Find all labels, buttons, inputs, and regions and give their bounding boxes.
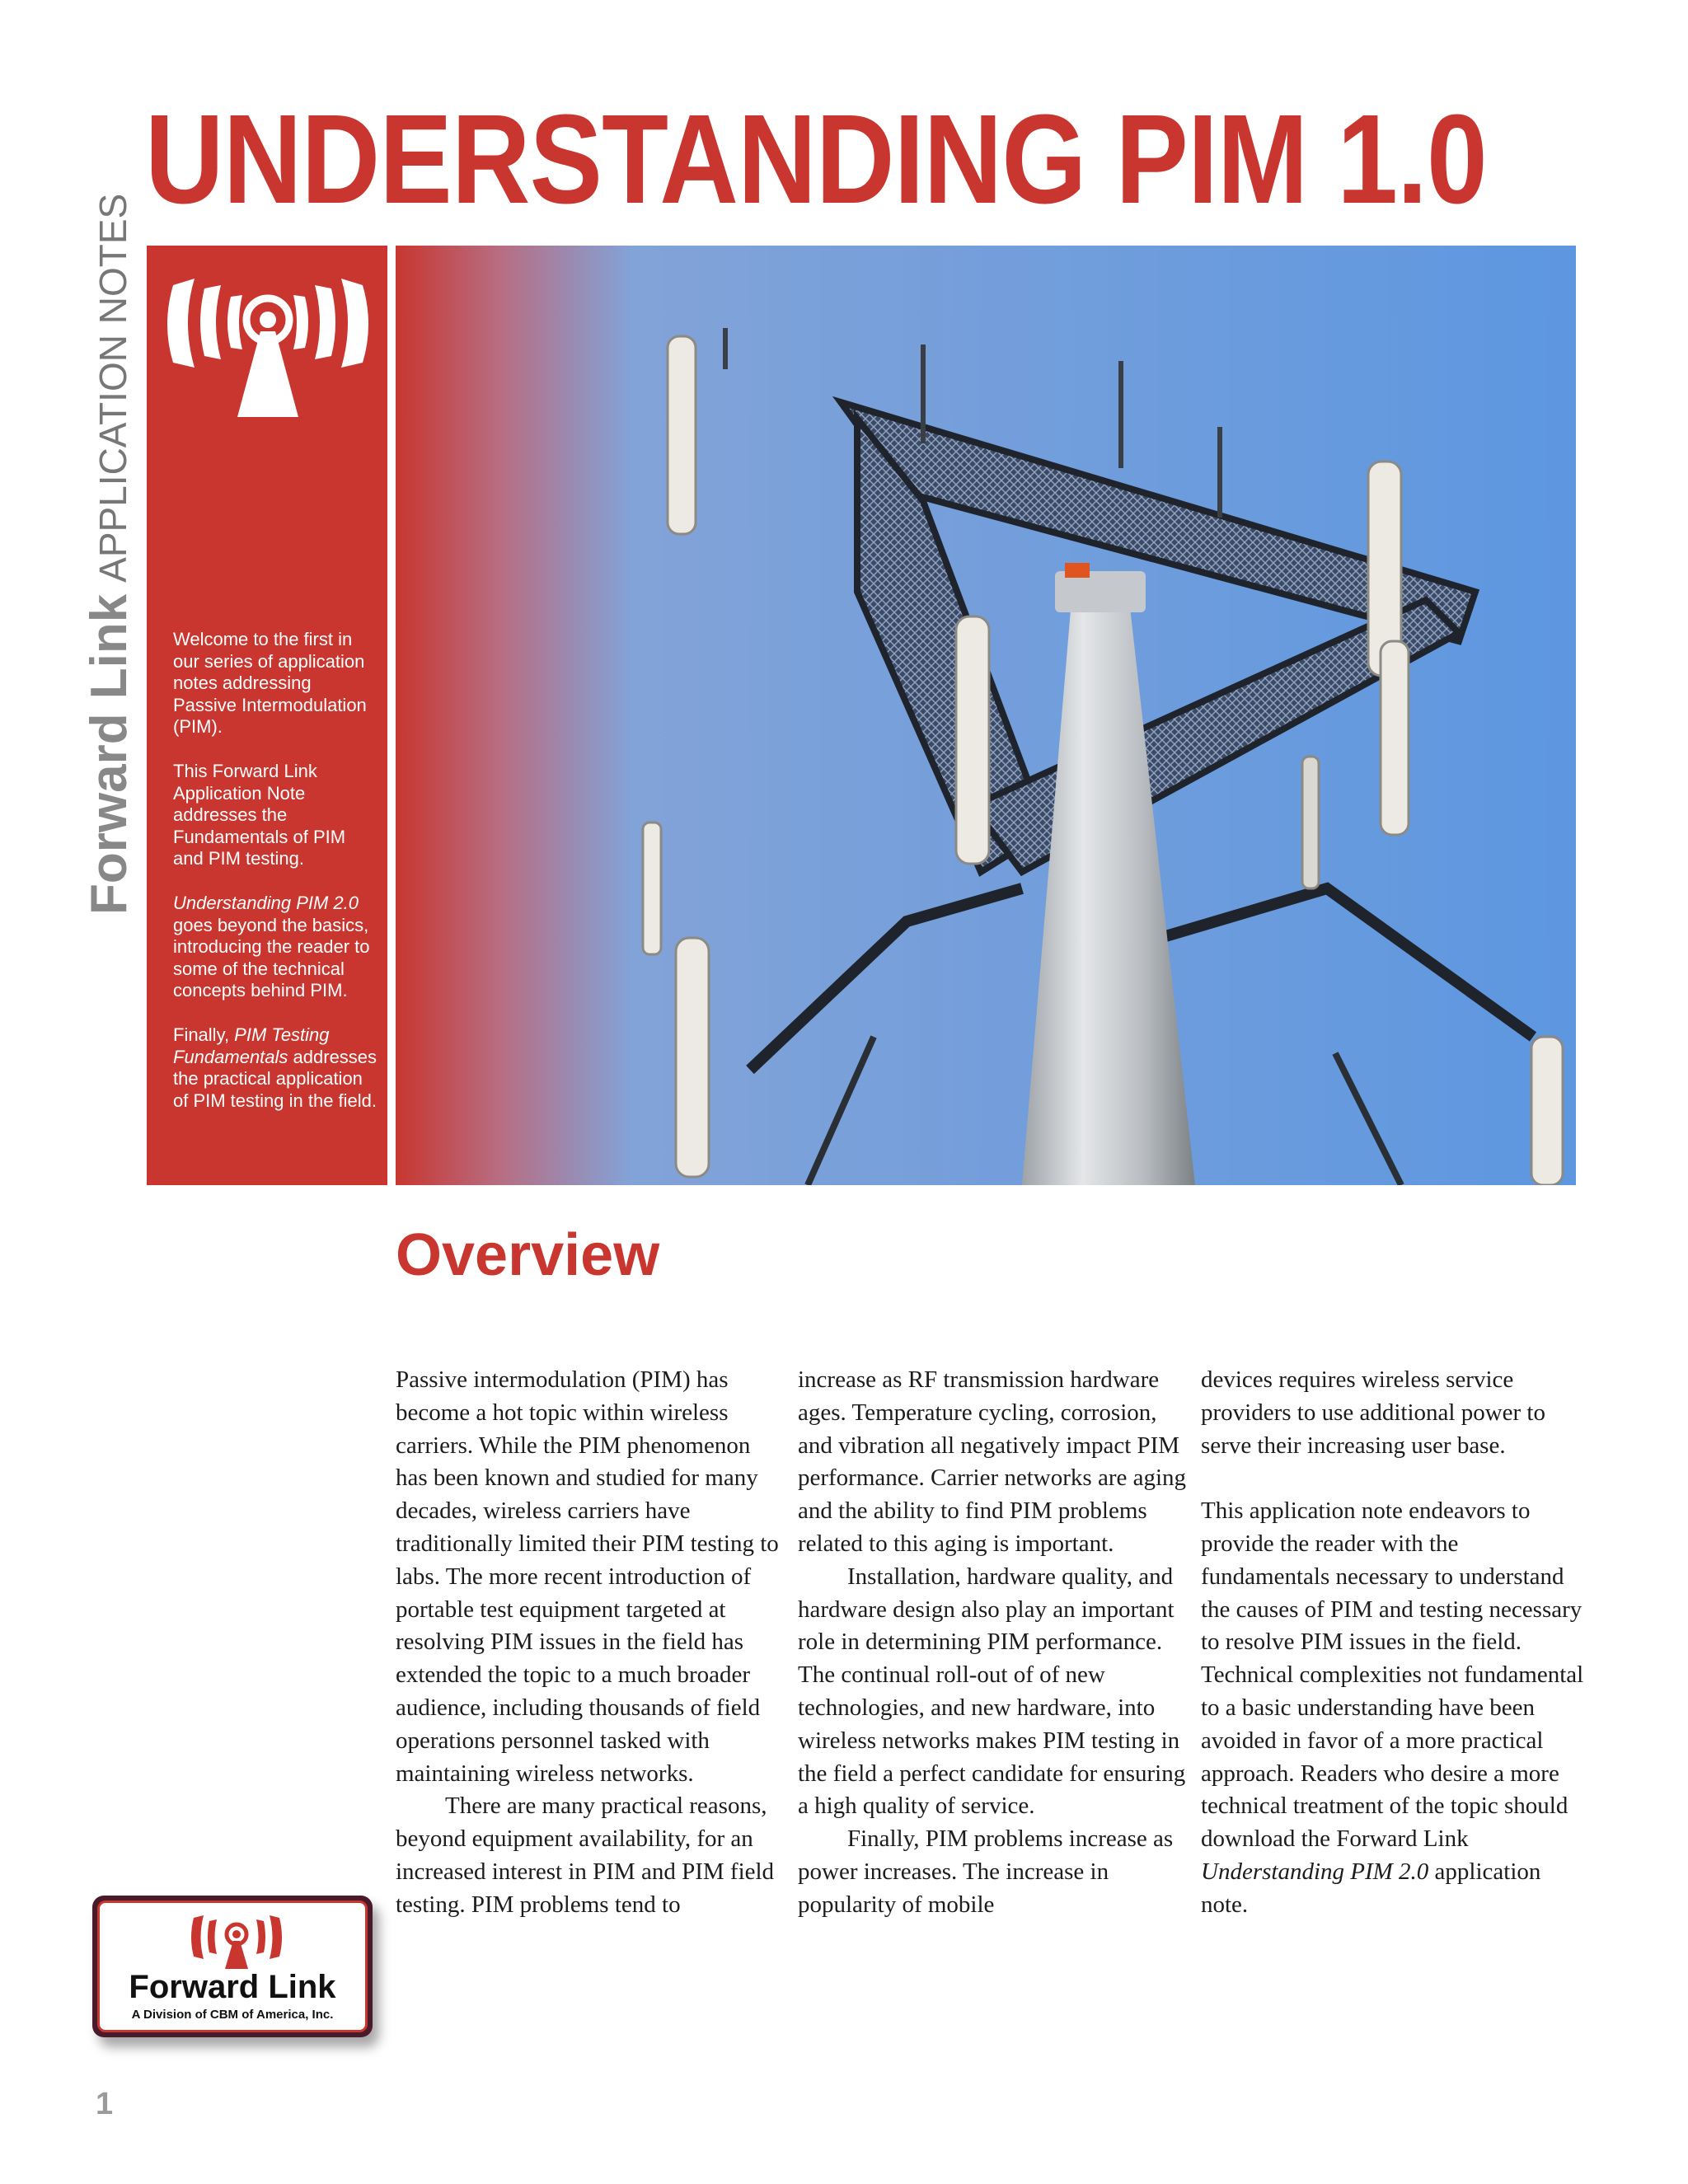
logo-name: Forward Link: [129, 1969, 336, 2005]
body-paragraph: Installation, hardware quality, and hardware design also play an important role in determining PIM performance. The continual roll-out of of new technologies, and new hardware, into wireless networks makes PIM testing in the field a perfect candidate for ensuring a high quality of service.: [798, 1563, 1186, 1820]
body-column-1: [396, 1364, 787, 1922]
forward-link-logo: [92, 1896, 373, 2037]
side-label: [81, 193, 138, 915]
body-column-2: [798, 1364, 1189, 1922]
body-pim2-title: Understanding PIM 2.0: [1201, 1858, 1429, 1885]
body-paragraph: devices requires wireless service providers to use additional power to serve their increasing user base.: [1201, 1366, 1545, 1459]
body-paragraph: Passive intermodulation (PIM) has become a hot topic within wireless carriers. While the PIM phenomenon has been known and studied for many decades, wireless carriers have traditionally limited their PIM testing to labs. The more recent introduction of portable test equipment targeted at resolving PIM issues in the field has extended the topic to a much broader audience, including thousands of field operations personnel tasked with maintaining wireless networks.: [396, 1366, 779, 1787]
broadcast-tower-icon: [157, 260, 379, 425]
tower-photo: [396, 246, 1576, 1185]
body-paragraph-end: application note.: [1201, 1858, 1541, 1918]
body-paragraph: [1201, 1495, 1592, 1921]
intro-panel: [147, 246, 387, 1185]
body-paragraph: There are many practical reasons, beyond equipment availability, for an increased interest in PIM and PIM field testing. PIM problems tend to: [396, 1793, 775, 1918]
intro-paragraph-3-rest: goes beyond the basics, introducing the reader to some of the technical concepts behind PIM.: [173, 914, 370, 1001]
intro-text: [173, 629, 379, 1134]
body-paragraph-text: This application note endeavors to provide the reader with the fundamentals necessary to understand the causes of PIM and testing necessary to resolve PIM issues in the field. Technical complexities not fundamental to a basic understanding have been avoided in favor of a more practical approach. Readers who desire a more technical treatment of the topic should download the Forward Link: [1201, 1497, 1584, 1853]
intro-testing-title: PIM Testing Fundamentals: [173, 1024, 330, 1067]
logo-tower-icon: [187, 1910, 286, 1969]
intro-paragraph-3: [173, 893, 379, 1002]
side-label-series: APPLICATION NOTES: [91, 193, 134, 583]
logo-division: A Division of CBM of America, Inc.: [131, 2008, 334, 2022]
body-paragraph: increase as RF transmission hardware ages. Temperature cycling, corrosion, and vibration all negatively impact PIM performance. Carrier networks are aging and the ability to find PIM problems related to this aging is important.: [798, 1366, 1187, 1557]
page-number: 1: [96, 2087, 114, 2121]
page-title: UNDERSTANDING PIM 1.0: [145, 88, 1487, 230]
overview-heading: Overview: [396, 1222, 660, 1288]
body-paragraph: Finally, PIM problems increase as power increases. The increase in popularity of mobile: [798, 1825, 1174, 1918]
intro-paragraph-4-pre: Finally,: [173, 1024, 235, 1045]
intro-pim2-title: Understanding PIM 2.0: [173, 892, 359, 913]
intro-paragraph-4-rest: addresses the practical application of PIM testing in the field.: [173, 1046, 377, 1111]
intro-paragraph-4: [173, 1024, 379, 1112]
intro-paragraph-1: Welcome to the first in our series of application notes addressing Passive Intermodulation (PIM).: [173, 629, 367, 738]
side-label-brand: Forward Link: [81, 593, 138, 915]
intro-paragraph-2: This Forward Link Application Note addresses the Fundamentals of PIM and PIM testing.: [173, 760, 346, 869]
body-column-3: [1201, 1364, 1592, 1922]
